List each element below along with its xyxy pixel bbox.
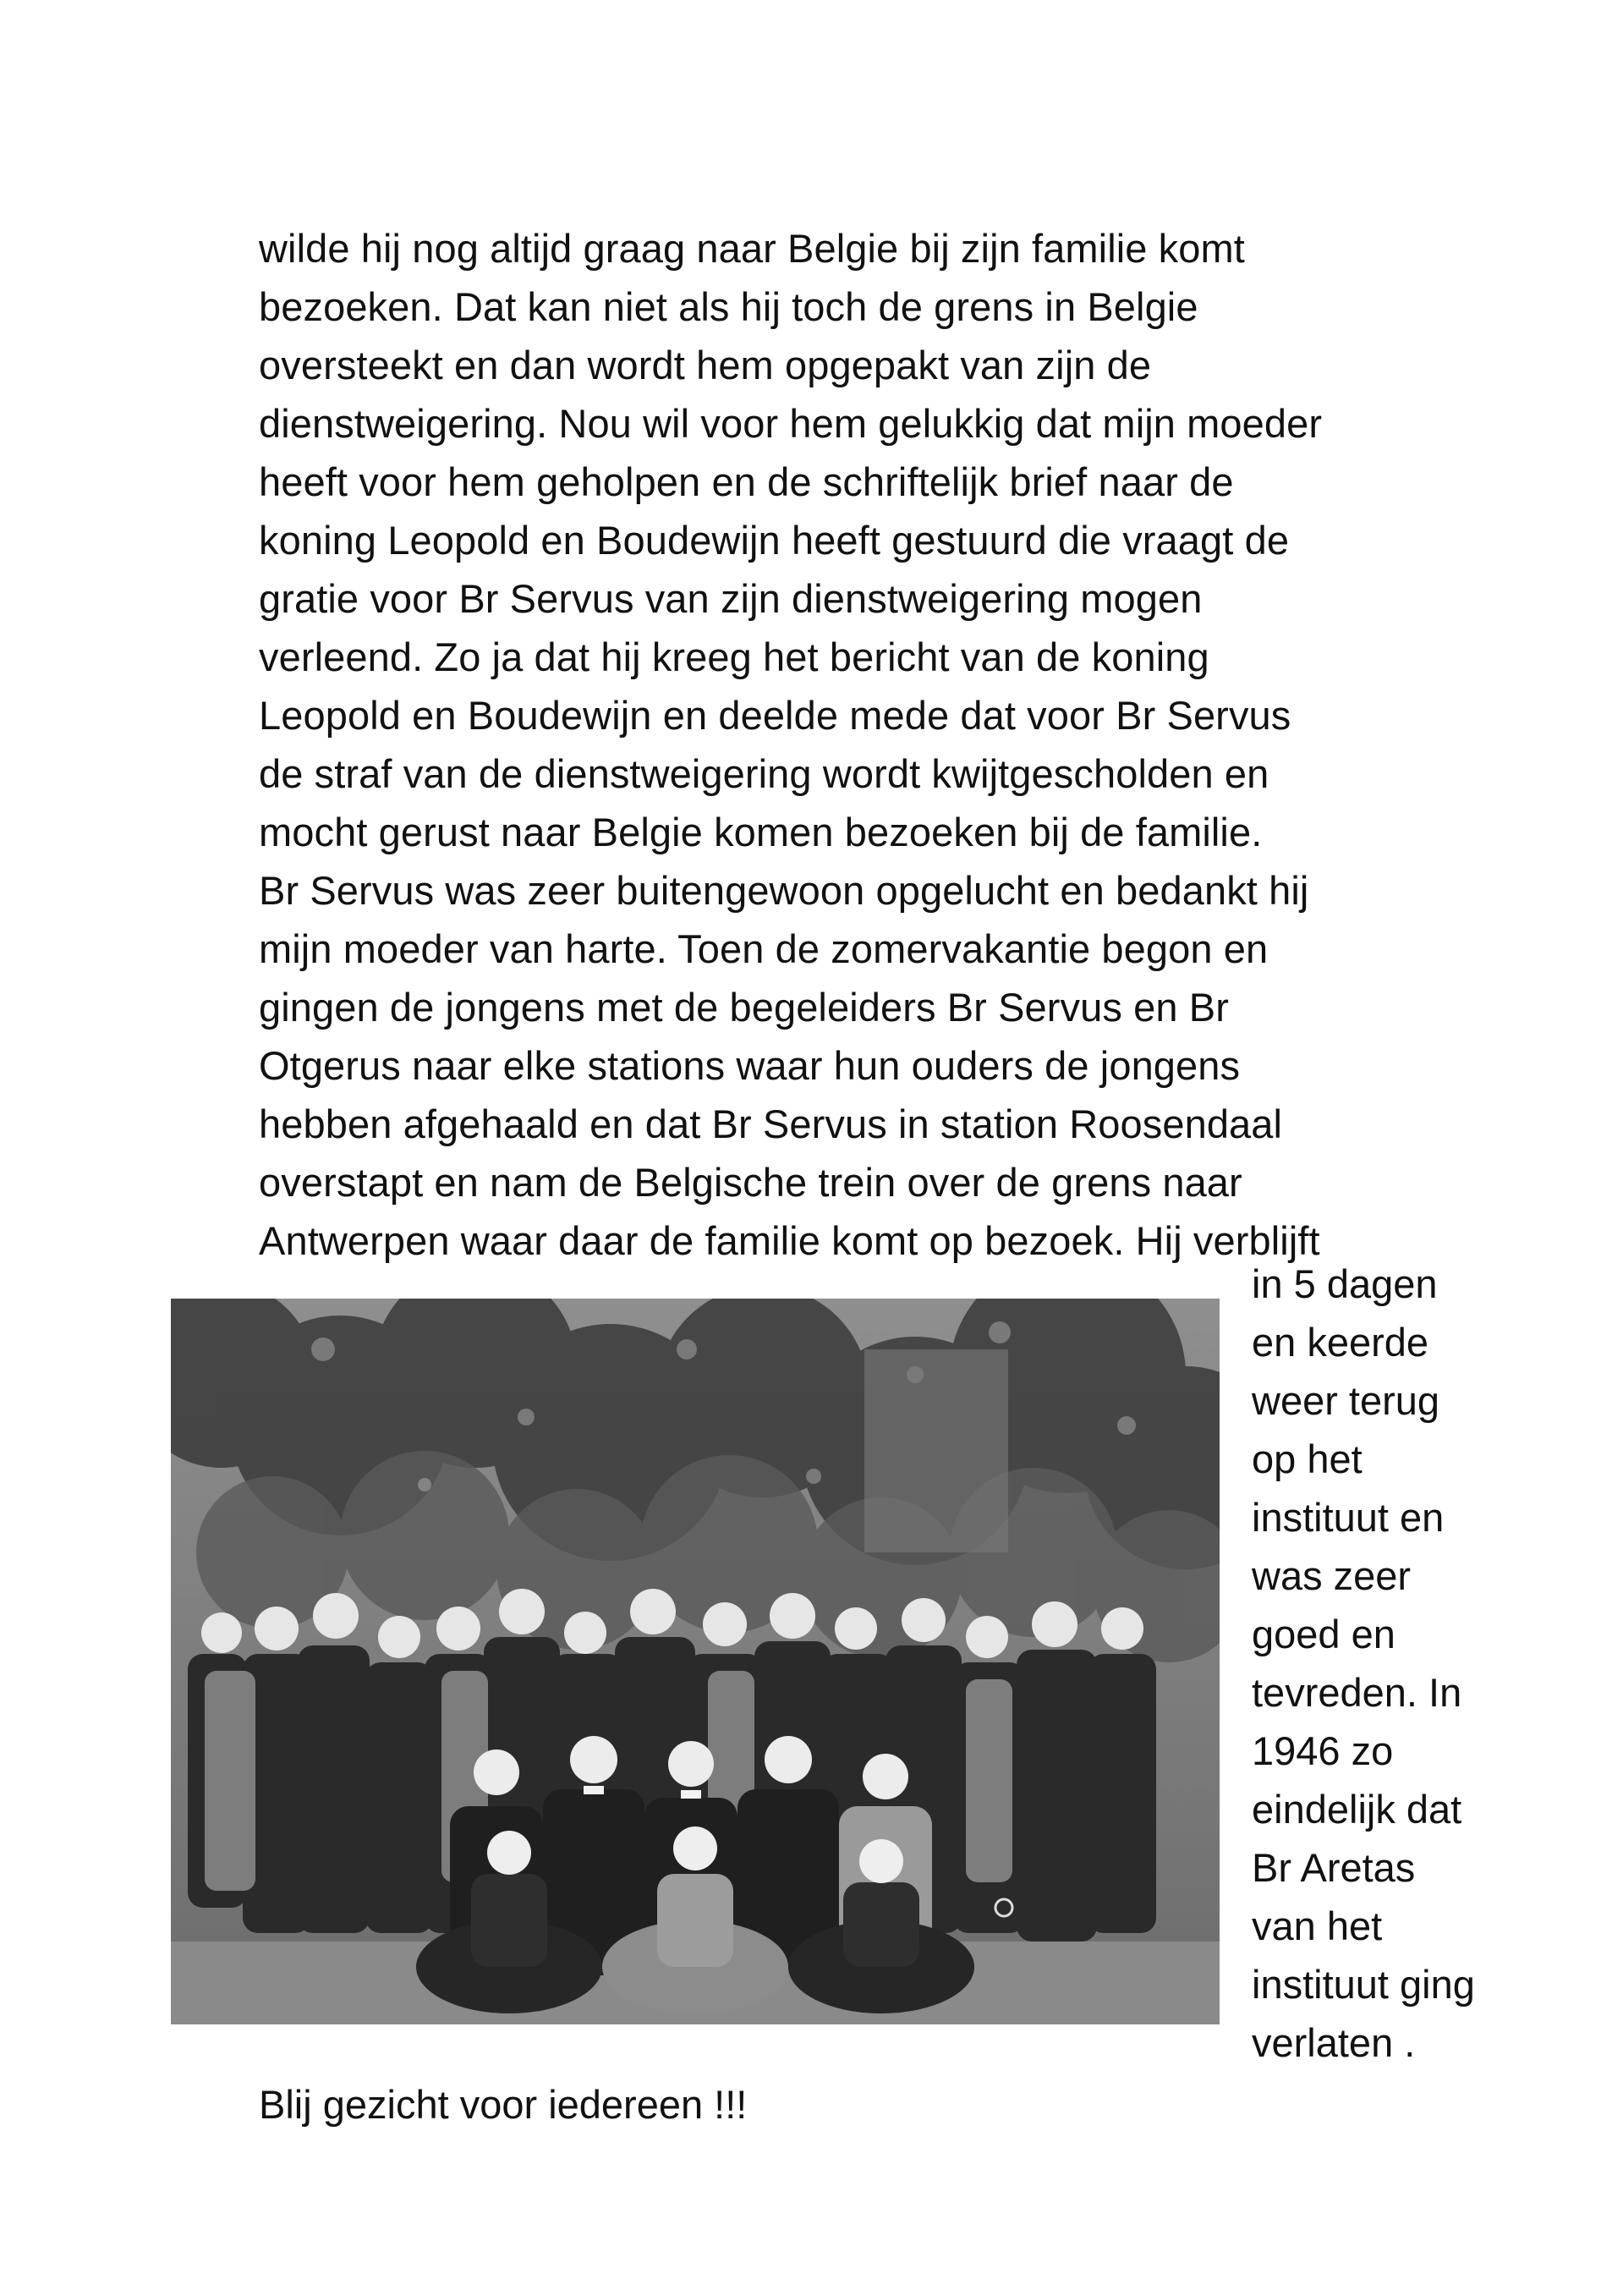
body-line: heeft voor hem geholpen en de schriftelijk brief naar de [259,459,1234,504]
side-line: verlaten . [1252,2020,1416,2065]
body-line: Otgerus naar elke stations waar hun ouders de jongens [259,1043,1241,1088]
body-line: mijn moeder van harte. Toen de zomervakantie begon en [259,926,1269,971]
side-line: eindelijk dat [1252,1787,1462,1832]
body-line: de straf van de dienstweigering wordt kwijtgescholden en [259,751,1269,796]
body-line: gratie voor Br Servus van zijn dienstweigering mogen [259,576,1203,621]
group-photo [171,1299,1220,2024]
side-line: goed en [1252,1612,1395,1656]
side-line: in 5 dagen [1252,1261,1438,1306]
side-line: instituut ging [1252,1962,1475,2007]
side-line: Br Aretas [1252,1845,1416,1890]
body-line: hebben afgehaald en dat Br Servus in station Roosendaal [259,1101,1283,1146]
group-photo-illustration [171,1299,1220,2024]
side-line: en keerde [1252,1320,1429,1365]
body-line: koning Leopold en Boudewijn heeft gestuurd die vraagt de [259,518,1290,563]
body-line: mocht gerust naar Belgie komen bezoeken bij de familie. [259,810,1263,854]
body-line: bezoeken. Dat kan niet als hij toch de grens in Belgie [259,284,1198,329]
body-line: Br Servus was zeer buitengewoon opgelucht en bedankt hij [259,868,1309,913]
side-line: tevreden. In [1252,1670,1462,1715]
body-line: Antwerpen waar daar de familie komt op bezoek. Hij verblijft [259,1218,1320,1263]
body-line: dienstweigering. Nou wil voor hem gelukkig dat mijn moeder [259,401,1323,446]
closing-line: Blij gezicht voor iedereen !!! [259,2082,748,2127]
body-line: verleend. Zo ja dat hij kreeg het bericht van de koning [259,634,1209,679]
side-line: was zeer [1252,1553,1412,1598]
side-line: instituut en [1252,1495,1445,1540]
side-line: van het [1252,1903,1383,1948]
body-line: wilde hij nog altijd graag naar Belgie bij zijn familie komt [259,226,1245,271]
side-line: weer terug [1252,1378,1440,1423]
body-line: Leopold en Boudewijn en deelde mede dat voor Br Servus [259,693,1291,738]
body-line: oversteekt en dan wordt hem opgepakt van zijn de [259,343,1152,387]
side-line: op het [1252,1436,1363,1481]
body-line: overstapt en nam de Belgische trein over de grens naar [259,1160,1242,1205]
side-line: 1946 zo [1252,1728,1394,1773]
body-line: gingen de jongens met de begeleiders Br Servus en Br [259,985,1229,1030]
